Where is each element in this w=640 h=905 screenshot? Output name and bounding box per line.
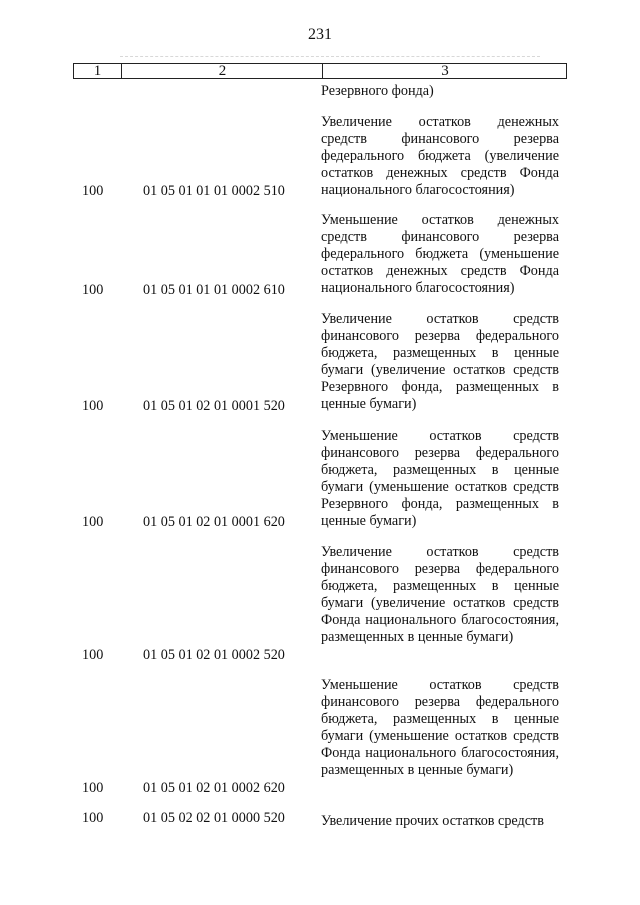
row-description: Уменьшение остатков денежных средств финансового резерва федерального бюджета (уменьшение остатков денежных средств Фонда национального благосостояния) bbox=[321, 212, 559, 297]
row-description: Увеличение остатков средств финансового резерва федерального бюджета, размещенных в ценные бумаги (увеличение остатков средств Резервного фонда, размещенных в ценные бумаги) bbox=[321, 311, 559, 413]
row-code: 01 05 01 02 01 0002 520 bbox=[143, 647, 285, 663]
row-description: Уменьшение остатков средств финансового резерва федерального бюджета, размещенных в ценные бумаги (уменьшение остатков средств Резервного фонда, размещенных в ценные бумаги) bbox=[321, 428, 559, 530]
row-number: 100 bbox=[82, 398, 104, 414]
row-number: 100 bbox=[82, 514, 104, 530]
row-description: Увеличение остатков денежных средств финансового резерва федерального бюджета (увеличение остатков денежных средств Фонда национального благосостояния) bbox=[321, 114, 559, 199]
row-number: 100 bbox=[82, 647, 104, 663]
table-header-col-3: 3 bbox=[322, 64, 567, 78]
row-code: 01 05 01 01 01 0002 510 bbox=[143, 183, 285, 199]
row-description: Увеличение остатков средств финансового резерва федерального бюджета, размещенных в ценные бумаги (увеличение остатков средств Фонда национального благосостояния, размещенных в ценные бумаги) bbox=[321, 544, 559, 646]
row-description: Увеличение прочих остатков средств bbox=[321, 813, 544, 829]
row-code: 01 05 01 01 01 0002 610 bbox=[143, 282, 285, 298]
faint-rule bbox=[120, 56, 540, 57]
row-description: Уменьшение остатков средств финансового резерва федерального бюджета, размещенных в ценные бумаги (уменьшение остатков средств Фонда национального благосостояния, размещенных в ценные бумаги) bbox=[321, 677, 559, 779]
row-code: 01 05 02 02 01 0000 520 bbox=[143, 810, 285, 826]
row-code: 01 05 01 02 01 0002 620 bbox=[143, 780, 285, 796]
row-number: 100 bbox=[82, 282, 104, 298]
continuation-text: Резервного фонда) bbox=[321, 83, 434, 99]
table-header bbox=[73, 63, 567, 79]
row-code: 01 05 01 02 01 0001 620 bbox=[143, 514, 285, 530]
table-header-col-2: 2 bbox=[121, 64, 323, 78]
row-number: 100 bbox=[82, 810, 104, 826]
page-number: 231 bbox=[308, 26, 332, 43]
row-code: 01 05 01 02 01 0001 520 bbox=[143, 398, 285, 414]
table-header-col-1: 1 bbox=[93, 63, 102, 79]
row-number: 100 bbox=[82, 183, 104, 199]
row-number: 100 bbox=[82, 780, 104, 796]
